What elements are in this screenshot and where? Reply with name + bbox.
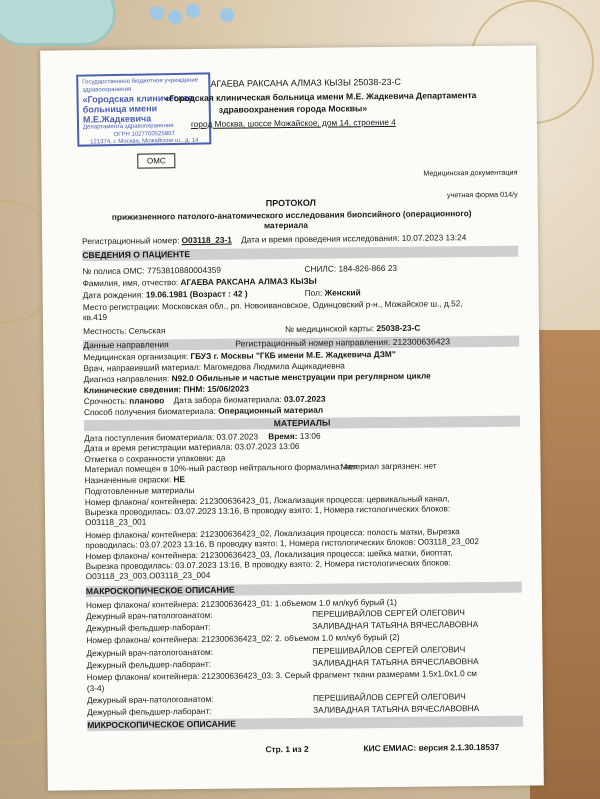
- lab-name: ЗАЛИВАДНАЯ ТАТЬЯНА ВЯЧЕСЛАВОВНА: [313, 703, 480, 715]
- package-status: Отметка о сохранности упаковки: да: [84, 452, 226, 465]
- lab-label: Дежурный фельдшер-лаборант:: [86, 658, 212, 671]
- institution-stamp: [76, 72, 211, 146]
- stamp-text: Департамента здравоохранения: [83, 123, 174, 131]
- registration-line: Регистрационный номер: О03118_23-1 Дата и время проведения исследования: 10.07.2023 13:24: [82, 232, 467, 247]
- referral-org: Медицинская организация: ГБУЗ г. Москвы "ГКБ имени М.Е. Жадкевича ДЗМ": [83, 348, 396, 363]
- hospital-name: здравоохранения города Москвы»: [218, 103, 368, 115]
- collection-method: Способ получения биоматериала: Операционный материал: [83, 404, 324, 418]
- patient-heading: СВЕДЕНИЯ О ПАЦИЕНТЕ: [82, 246, 518, 262]
- referral-diagnosis: Диагноз направления: N92.0 Обильные и частые менструации при регулярном цикле: [83, 370, 431, 385]
- hospital-name: «Городская клиническая больница имени М.Е. Жадкевича Департамента: [164, 90, 477, 104]
- container-2: Номер флакона/ контейнера: 212300636423_02, Локализация процесса: полость матки, Вырезка: [85, 526, 460, 541]
- lab-label: Дежурный фельдшер-лаборант:: [86, 621, 211, 634]
- protocol-document: [40, 45, 544, 790]
- stains: Назначенные окраски: НЕ: [84, 474, 186, 486]
- referral-heading: Данные направления Регистрационный номер направления: 212300636423: [83, 336, 519, 352]
- patient-dob: Дата рождения: 19.06.1981 (Возраст : 42 ): [82, 288, 248, 301]
- stamp-text: Государственное бюджетное учреждение здравоохранения: [82, 77, 199, 94]
- container-1: Вырезка проводилась: 03.07.2023 13:16, В проводку взято: 1, Номера гистологических блоков:: [84, 503, 451, 518]
- stamp-text: «Городская клиническая: [82, 92, 194, 105]
- container-3: О03118_23_003,О03118_23_004: [85, 569, 211, 582]
- container-1: О03118_23_001: [85, 516, 147, 528]
- referral-doctor: Врач, направивший материал: Магомедова Людмила Ащикадиевна: [83, 360, 345, 374]
- protocol-subtitle: материала: [263, 219, 309, 231]
- container-2: проводилась: 03.07.2023 13:16, В проводку взято: 1, Номера гистологических блоков: О03118_23_002: [85, 536, 480, 551]
- protocol-subtitle: прижизненного патолого-анатомического исследования биопсийного (операционного): [111, 208, 472, 222]
- macro-heading: МАКРОСКОПИЧЕСКОЕ ОПИСАНИЕ: [86, 582, 522, 598]
- patient-address: кв.419: [82, 311, 108, 323]
- patient-address: Место регистрации: Московская обл., рп. Новоивановское, Одинцовский р-н., Можайское ш., д.52,: [82, 298, 463, 313]
- pathologist-label: Дежурный врач-патологоанатом:: [86, 609, 213, 622]
- pathologist-name: ПЕРЕШИВАЙЛОВ СЕРГЕЙ ОЛЕГОВИЧ: [311, 607, 465, 619]
- pathologist-name: ПЕРЕШИВАЙЛОВ СЕРГЕЙ ОЛЕГОВИЧ: [312, 691, 466, 703]
- received-date: Дата поступления биоматериала: 03.07.2023: [84, 431, 259, 444]
- micro-heading: МИКРОСКОПИЧЕСКОЕ ОПИСАНИЕ: [87, 716, 523, 732]
- materials-heading: МАТЕРИАЛЫ: [84, 416, 520, 432]
- doc-type: Медицинская документация: [423, 167, 518, 178]
- system-version: КИС ЕМИАС: версия 2.1.30.18537: [363, 741, 500, 754]
- pacifier: [0, 0, 116, 46]
- bead: [168, 10, 182, 24]
- bead: [220, 8, 234, 22]
- form-number: учетная форма 014/у: [446, 189, 518, 200]
- container-3: Вырезка проводилась: 03.07.2023 13:16, В проводку взято: 2, Номера гистологических блоков:: [85, 557, 451, 572]
- bead: [150, 6, 164, 20]
- urgency: Срочность: планово Дата забора биоматериала: 03.07.2023: [83, 393, 326, 407]
- snils: СНИЛС: 184-826-866 23: [304, 262, 398, 274]
- page-number: Стр. 1 из 2: [265, 743, 309, 755]
- container-1: Номер флакона/ контейнера: 212300636423_01, Локализация процесса: цервикальный канал,: [84, 493, 450, 508]
- patient-locality: Местность: Сельская: [83, 325, 166, 337]
- patient-sex: Пол: Женский: [304, 287, 361, 298]
- pathologist-label: Дежурный врач-патологоанатом:: [86, 693, 214, 706]
- patient-header: АГАЕВА РАКСАНА АЛМАЗ КЫЗЫ 25038-23-С: [210, 76, 401, 89]
- lab-name: ЗАЛИВАДНАЯ ТАТЬЯНА ВЯЧЕСЛАВОВНА: [312, 656, 479, 668]
- lab-name: ЗАЛИВАДНАЯ ТАТЬЯНА ВЯЧЕСЛАВОВНА: [312, 619, 479, 631]
- oms-policy: № полиса ОМС: 7753810880004359: [82, 264, 221, 277]
- formalin-status: Материал помещен в 10%-ный раствор нейтрального формалина: нет: [84, 461, 357, 475]
- clinical-info: Клинические сведения: ПНМ: 15/06/2023: [83, 383, 249, 396]
- stamp-text: больница имени М.Е.Жадкевича: [82, 103, 158, 125]
- prepared-materials: Подготовленные материалы: [84, 485, 195, 497]
- oms-box: ОМС: [137, 153, 175, 168]
- macro-vial-1: Номер флакона/ контейнера: 212300636423_01: 1.объемом 1.0 мл/куб бурый (1): [85, 596, 397, 611]
- received-time: Время: 13:06: [268, 430, 321, 442]
- pathologist-name: ПЕРЕШИВАЙЛОВ СЕРГЕЙ ОЛЕГОВИЧ: [312, 644, 466, 656]
- stamp-text: ОГРН 1027700525807: [113, 130, 175, 138]
- contamination-status: Материал загрязнен: нет: [340, 460, 437, 472]
- bead: [186, 4, 200, 18]
- macro-vial-2: Номер флакона/ контейнера: 212300636423_02: 2. объемом 1.0 мл/куб бурый (2): [86, 631, 400, 646]
- macro-vial-3: (3-4): [86, 682, 105, 694]
- hospital-address: город Москва, шоссе Можайское, дом 14, строение 4: [190, 116, 396, 130]
- patient-name: Фамилия, имя, отчество: АГАЕВА РАКСАНА АЛМАЗ КЫЗЫ: [82, 275, 317, 289]
- macro-vial-3: Номер флакона/ контейнера: 212300636423_03: 3. Серый фрагмент ткани размерами 1.5х1.0х1.0 см: [86, 668, 477, 683]
- medical-card: № медицинской карты: 25038-23-С: [285, 322, 421, 335]
- registered-date: Дата и время регистрации материала: 03.07.2023 13:06: [84, 440, 300, 454]
- lab-label: Дежурный фельдшер-лаборант:: [87, 705, 212, 718]
- protocol-title: ПРОТОКОЛ: [265, 197, 317, 209]
- pathologist-label: Дежурный врач-патологоанатом:: [86, 646, 214, 659]
- stamp-text: 121374, г. Москва, Можайское ш., д. 14: [90, 137, 199, 146]
- container-3: Номер флакона/ контейнера: 212300636423_03, Локализация процесса: шейка матки, биоптат,: [85, 547, 453, 562]
